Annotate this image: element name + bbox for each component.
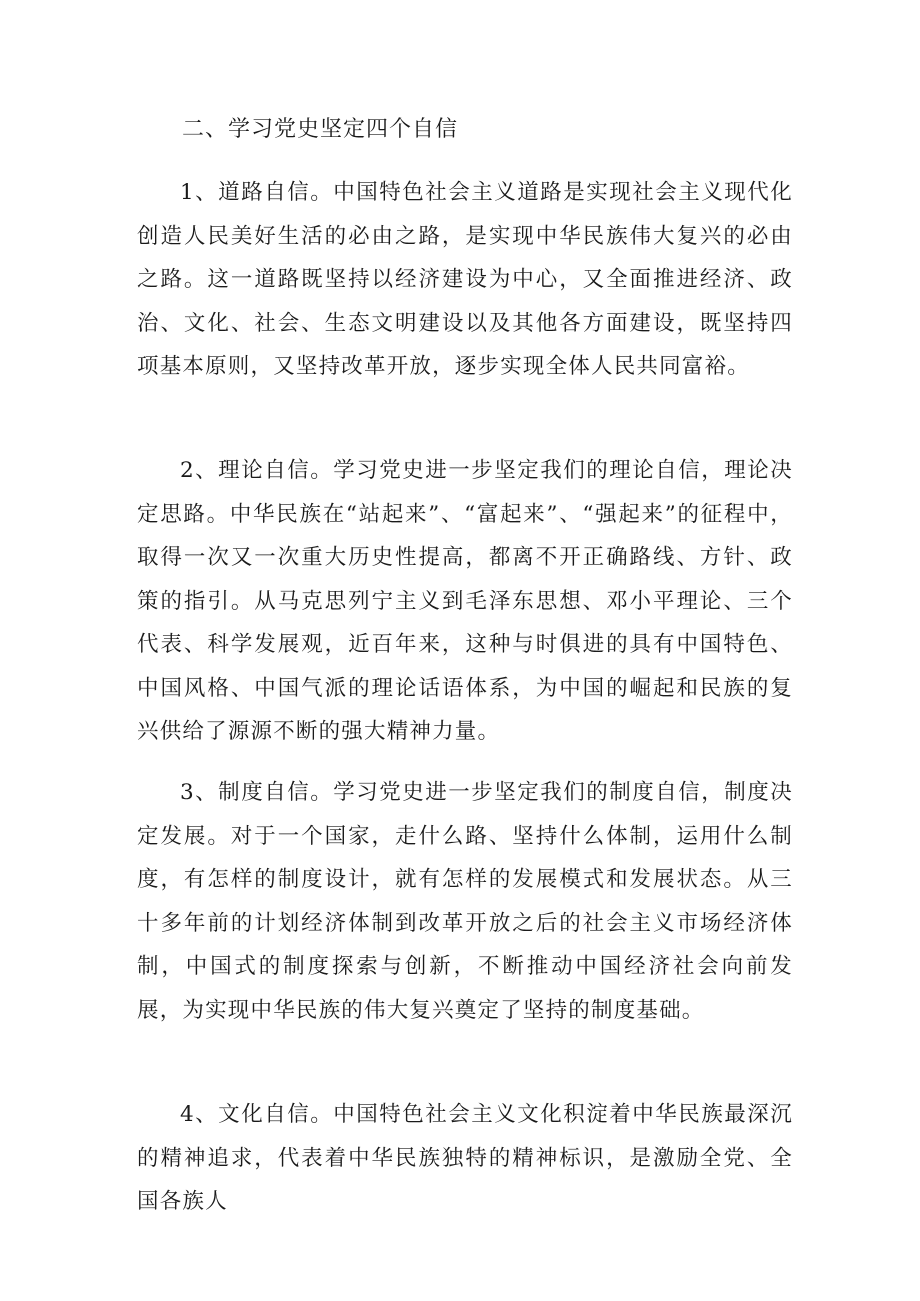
paragraph-culture-confidence: 4、文化自信。中国特色社会主义文化积淀着中华民族最深沉的精神追求，代表着中华民族独特的精神标识，是激励全党、全国各族人 <box>137 1102 793 1214</box>
paragraph-theory-confidence: 2、理论自信。学习党史进一步坚定我们的理论自信，理论决定思路。中华民族在“站起来”、“富起来”、“强起来”的征程中，取得一次又一次重大历史性提高，都离不开正确路线、方针、政策的指引。从马克思列宁主义到毛泽东思想、邓小平理论、三个代表、科学发展观，近百年来，这种与时俱进的具有中国特色、中国风格、中国气派的理论话语体系，为中国的崛起和民族的复兴供给了源源不断的强大精神力量。 <box>137 458 793 744</box>
paragraph-system-confidence: 3、制度自信。学习党史进一步坚定我们的制度自信，制度决定发展。对于一个国家，走什么路、坚持什么体制，运用什么制度，有怎样的制度设计，就有怎样的发展模式和发展状态。从三十多年前的计划经济体制到改革开放之后的社会主义市场经济体制，中国式的制度探索与创新，不断推动中国经济社会向前发展，为实现中华民族的伟大复兴奠定了坚持的制度基础。 <box>137 780 793 1023</box>
section-heading: 二、学习党史坚定四个自信 <box>182 117 459 142</box>
paragraph-road-confidence: 1、道路自信。中国特色社会主义道路是实现社会主义现代化创造人民美好生活的必由之路，是实现中华民族伟大复兴的必由之路。这一道路既坚持以经济建设为中心，又全面推进经济、政治、文化、社会、生态文明建设以及其他各方面建设，既坚持四项基本原则，又坚持改革开放，逐步实现全体人民共同富裕。 <box>137 180 793 379</box>
